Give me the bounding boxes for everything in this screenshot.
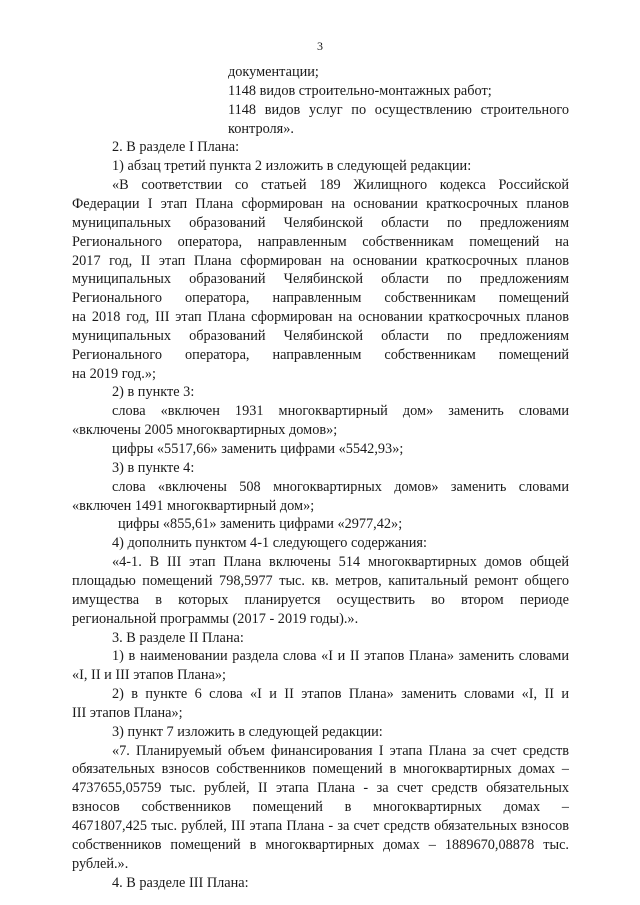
text-line: на 2019 год.»; [72, 365, 156, 382]
text-line: слова «включен 1931 многоквартирный дом» заменить словами [112, 403, 569, 420]
text-line: 2017 год, II этап Плана сформирован на основании краткосрочных планов [72, 252, 569, 269]
text-line: рублей.». [72, 855, 129, 872]
text-line: площадью помещений 798,5977 тыс. кв. метров, капитальный ремонт общего [72, 572, 569, 589]
text-line: 3. В разделе II Плана: [112, 629, 244, 646]
text-line: имущества в которых планируется осуществить во втором периоде [72, 591, 569, 608]
text-line: 2) в пункте 6 слова «I и II этапов Плана» заменить словами «I, II и [112, 686, 569, 703]
text-line: Регионального оператора, направленным собственникам помещений [72, 346, 569, 363]
text-line: «4-1. В III этап Плана включены 514 многоквартирных домов общей [112, 554, 569, 571]
text-line: на 2018 год, III этап Плана сформирован на основании краткосрочных планов [72, 309, 569, 326]
text-line: 3) в пункте 4: [112, 459, 195, 476]
text-line: «I, II и III этапов Плана»; [72, 667, 226, 684]
text-line: обязательных взносов собственников помещений в многоквартирных домах – [72, 761, 569, 778]
text-line: 1) в наименовании раздела слова «I и II этапов Плана» заменить словами [112, 648, 569, 665]
text-line: «включены 2005 многоквартирных домов»; [72, 422, 338, 439]
text-line: Регионального оператора, направленным собственникам помещений на [72, 233, 569, 250]
text-line: 1148 видов строительно-монтажных работ; [228, 82, 492, 99]
text-line: «В соответствии со статьей 189 Жилищного кодекса Российской [112, 177, 569, 194]
text-line: 4671807,425 тыс. рублей, III этапа Плана - за счет средств обязательных взносов [72, 818, 569, 834]
text-line: III этапов Плана»; [72, 704, 183, 721]
text-line: 2) в пункте 3: [112, 384, 195, 401]
text-line: документации; [228, 64, 319, 80]
text-line: муниципальных образований Челябинской области по предложениям [72, 327, 569, 344]
text-line: муниципальных образований Челябинской области по предложениям [72, 271, 569, 288]
text-line: муниципальных образований Челябинской области по предложениям [72, 214, 569, 231]
text-line: слова «включены 508 многоквартирных домов» заменить словами [112, 478, 569, 495]
text-line: Регионального оператора, направленным собственникам помещений [72, 290, 569, 307]
text-line: 4737655,05759 тыс. рублей, II этапа Плана - за счет средств обязательных [72, 780, 569, 797]
text-line: 4) дополнить пунктом 4-1 следующего содержания: [112, 535, 427, 552]
text-line: 1148 видов услуг по осуществлению строительного [228, 101, 569, 118]
text-line: цифры «5517,66» заменить цифрами «5542,93»; [112, 441, 404, 457]
text-line: «включен 1491 многоквартирный дом»; [72, 497, 315, 514]
text-line: 1) абзац третий пункта 2 изложить в следующей редакции: [112, 158, 472, 175]
text-line: цифры «855,61» заменить цифрами «2977,42»; [118, 516, 403, 533]
text-line: 2. В разделе I Плана: [112, 139, 240, 156]
text-line: 4. В разделе III Плана: [112, 874, 249, 891]
text-line: «7. Планируемый объем финансирования I этапа Плана за счет средств [112, 742, 569, 759]
text-line: Федерации I этап Плана сформирован на основании краткосрочных планов [72, 195, 569, 212]
page-number: 3 [317, 39, 323, 53]
text-line: взносов собственников помещений в многоквартирных домах – [72, 799, 569, 816]
text-line: 3) пункт 7 изложить в следующей редакции: [112, 723, 383, 740]
text-line: собственников помещений в многоквартирных домах – 1889670,08878 тыс. [72, 836, 569, 853]
text-line: региональной программы (2017 - 2019 годы).». [72, 610, 359, 627]
text-line: контроля». [228, 120, 294, 137]
